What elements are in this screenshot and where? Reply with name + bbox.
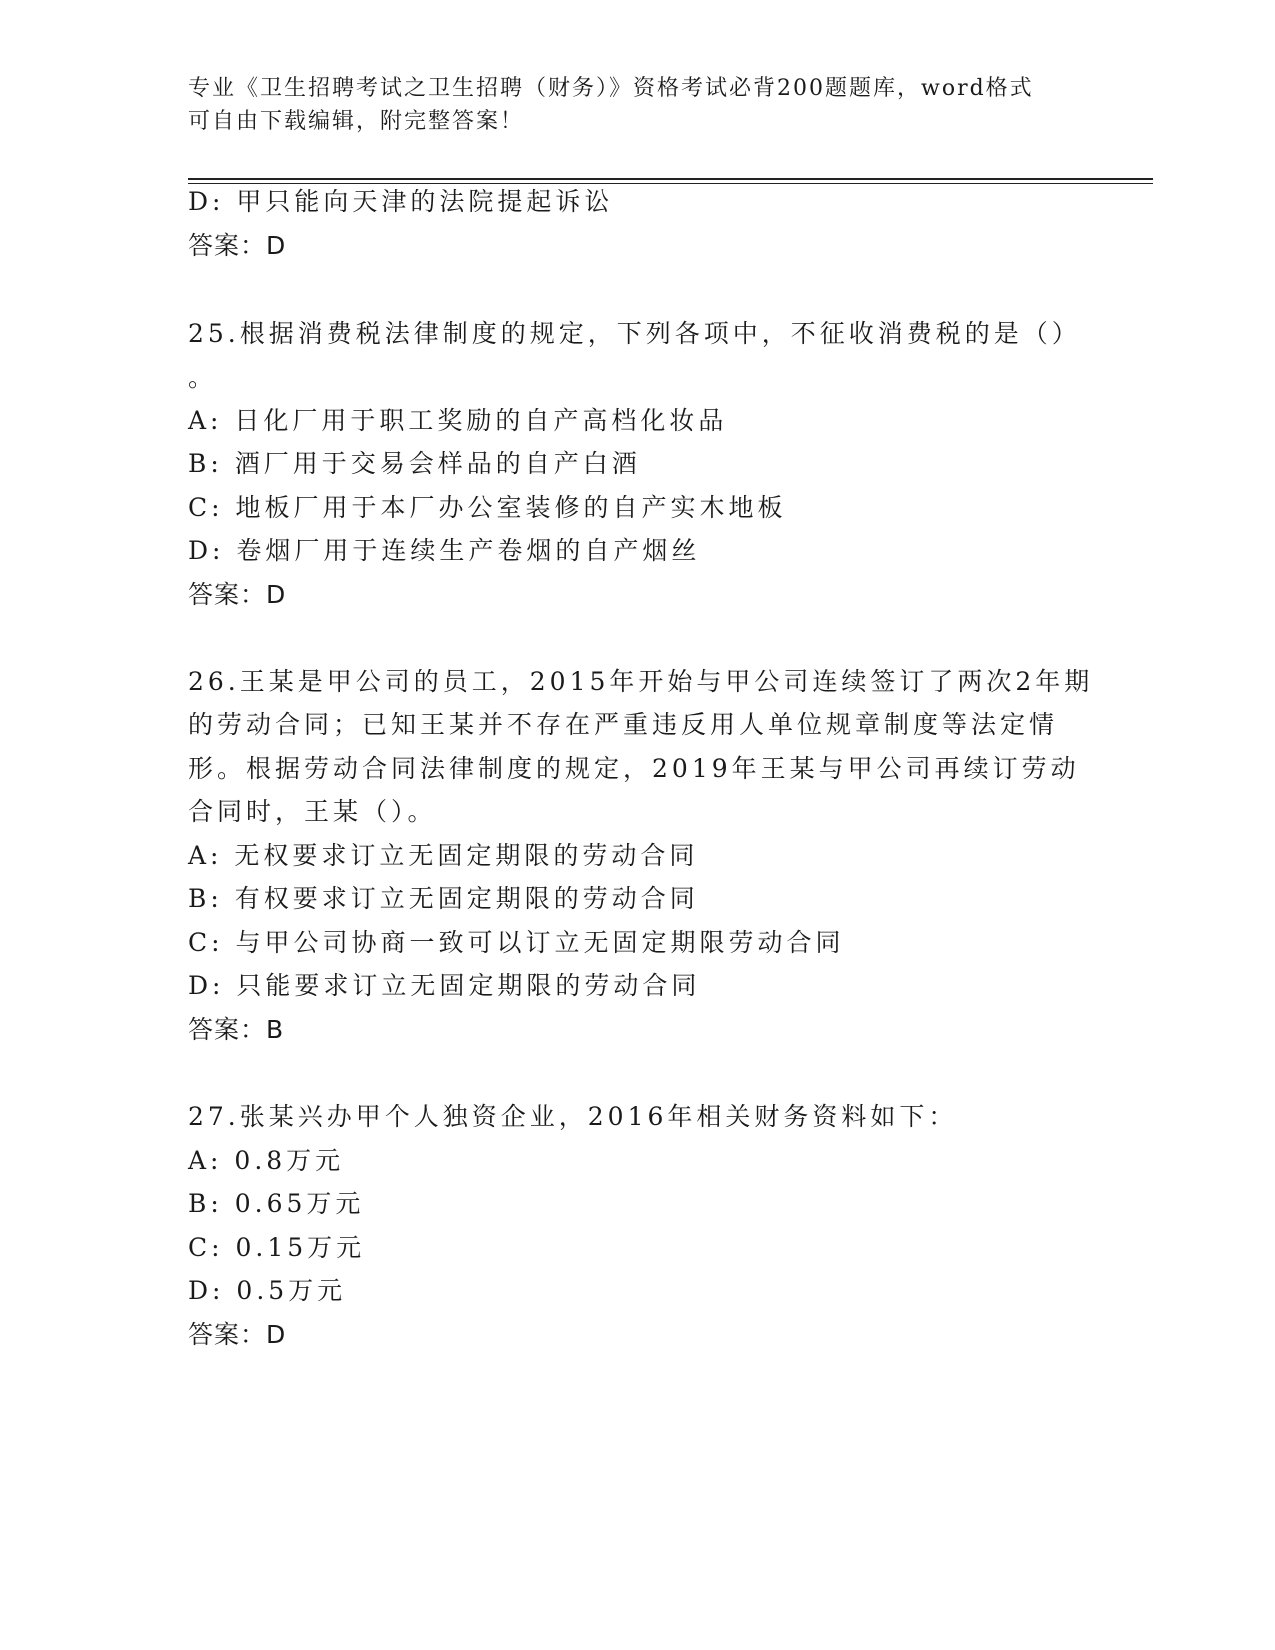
q26-stem-line4: 合同时，王某（）。	[188, 797, 437, 826]
q25-stem-line2: 。	[188, 363, 218, 392]
q25-option-d: D: 卷烟厂用于连续生产卷烟的自产烟丝	[188, 536, 701, 565]
header-divider-thick	[188, 178, 1153, 180]
document-header	[188, 72, 1088, 138]
q25-stem-line1: 25.根据消费税法律制度的规定，下列各项中，不征收消费税的是（）	[188, 319, 1081, 348]
header-title-line2: 可自由下载编辑，附完整答案！	[188, 109, 525, 134]
q25-answer: 答案：D	[188, 580, 287, 609]
q27-option-d: D: 0.5万元	[188, 1276, 347, 1305]
q26-option-a: A: 无权要求订立无固定期限的劳动合同	[188, 841, 699, 870]
q26-stem-line2: 的劳动合同；已知王某并不存在严重违反用人单位规章制度等法定情	[188, 710, 1059, 739]
q26-stem-line1: 26.王某是甲公司的员工，2015年开始与甲公司连续签订了两次2年期	[188, 667, 1094, 696]
q25-option-c: C: 地板厂用于本厂办公室装修的自产实木地板	[188, 493, 787, 522]
q27-stem-line1: 27.张某兴办甲个人独资企业，2016年相关财务资料如下：	[188, 1102, 958, 1131]
q25-option-b: B: 酒厂用于交易会样品的自产白酒	[188, 449, 641, 478]
prev-answer: 答案：D	[188, 231, 287, 260]
header-divider-thin	[188, 183, 1153, 184]
q27-option-c: C: 0.15万元	[188, 1233, 366, 1262]
prev-option-d: D: 甲只能向天津的法院提起诉讼	[188, 187, 614, 216]
q27-option-b: B: 0.65万元	[188, 1189, 365, 1218]
header-title-line1: 专业《卫生招聘考试之卫生招聘（财务）》资格考试必背200题题库，word格式	[188, 76, 1034, 101]
q26-stem-line3: 形。根据劳动合同法律制度的规定，2019年王某与甲公司再续订劳动	[188, 754, 1080, 783]
q27-option-a: A: 0.8万元	[188, 1146, 345, 1175]
q27-answer: 答案：D	[188, 1320, 287, 1349]
q26-option-c: C: 与甲公司协商一致可以订立无固定期限劳动合同	[188, 928, 845, 957]
q26-option-d: D: 只能要求订立无固定期限的劳动合同	[188, 971, 701, 1000]
q26-answer: 答案：B	[188, 1015, 285, 1044]
q26-option-b: B: 有权要求订立无固定期限的劳动合同	[188, 884, 699, 913]
q25-option-a: A: 日化厂用于职工奖励的自产高档化妆品	[188, 406, 728, 435]
